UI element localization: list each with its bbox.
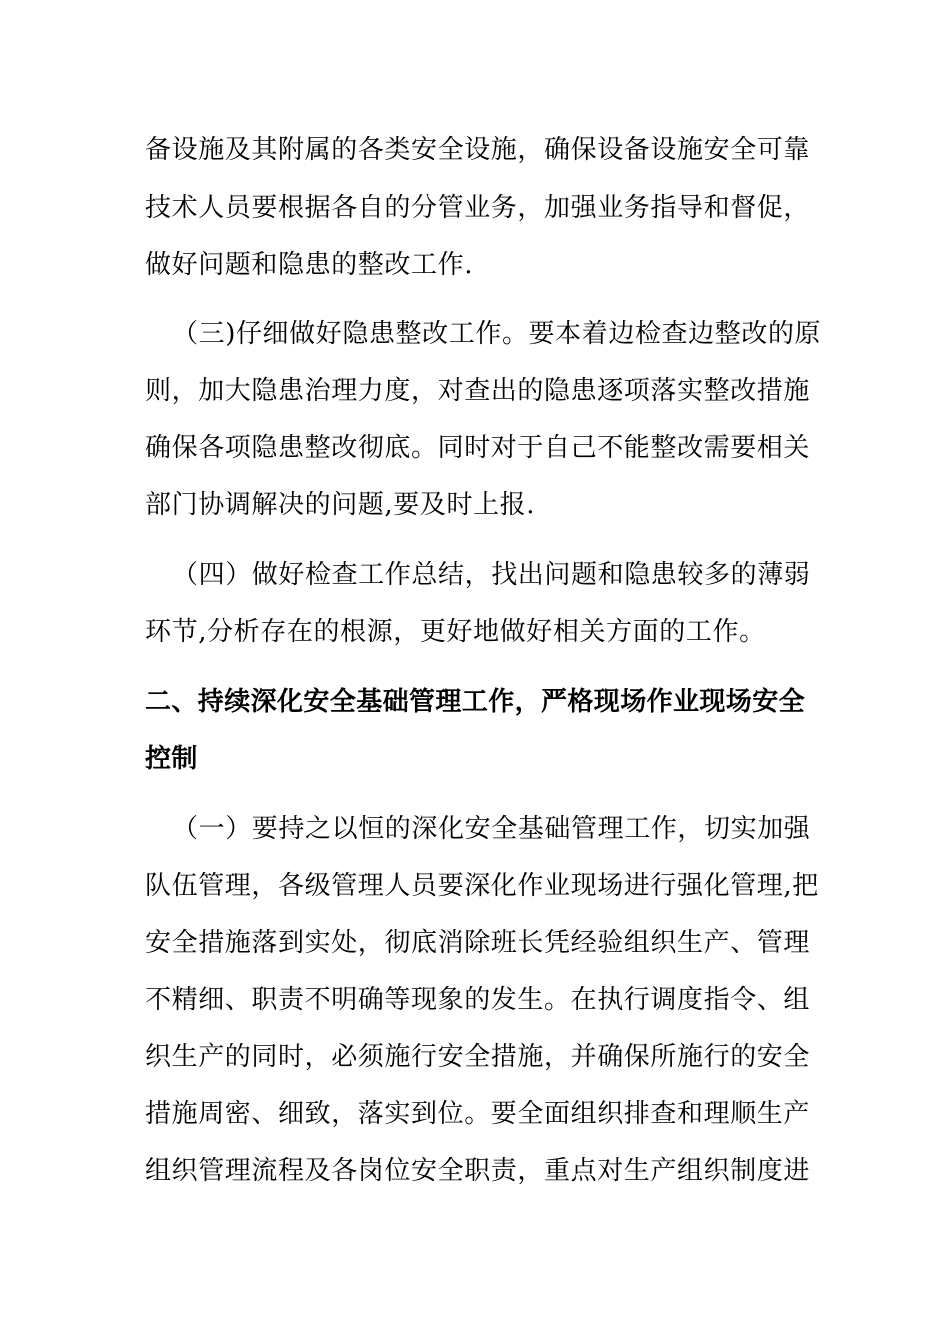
text-line: （四）做好检查工作总结，找出问题和隐患较多的薄弱 (172, 560, 811, 590)
text-line: 措施周密、细致，落实到位。要全面组织排查和理顺生产 (145, 1099, 811, 1129)
text-line: 备设施及其附属的各类安全设施，确保设备设施安全可靠 (145, 135, 811, 165)
text-line: 安全措施落到实处，彻底消除班长凭经验组织生产、管理 (145, 928, 811, 958)
text-line: 不精细、职责不明确等现象的发生。在执行调度指令、组 (145, 985, 811, 1015)
text-line: 织生产的同时，必须施行安全措施，并确保所施行的安全 (145, 1042, 811, 1072)
text-line: 技术人员要根据各自的分管业务，加强业务指导和督促， (145, 193, 811, 223)
text-line: 部门协调解决的问题,要及时上报. (145, 490, 536, 520)
section-heading: 二、持续深化安全基础管理工作，严格现场作业现场安全 (145, 687, 806, 717)
text-line: 确保各项隐患整改彻底。同时对于自己不能整改需要相关 (145, 433, 811, 463)
section-heading: 控制 (145, 744, 198, 774)
text-line: （一）要持之以恒的深化安全基础管理工作，切实加强 (172, 814, 811, 844)
text-line: 环节,分析存在的根源，更好地做好相关方面的工作。 (145, 617, 766, 647)
text-line: 则，加大隐患治理力度，对查出的隐患逐项落实整改措施 (145, 376, 811, 406)
text-line: （三)仔细做好隐患整改工作。要本着边检查边整改的原 (172, 319, 822, 349)
text-line: 组织管理流程及各岗位安全职责，重点对生产组织制度进 (145, 1156, 811, 1186)
text-line: 队伍管理，各级管理人员要深化作业现场进行强化管理,把 (145, 871, 819, 901)
text-line: 做好问题和隐患的整改工作. (145, 250, 474, 280)
